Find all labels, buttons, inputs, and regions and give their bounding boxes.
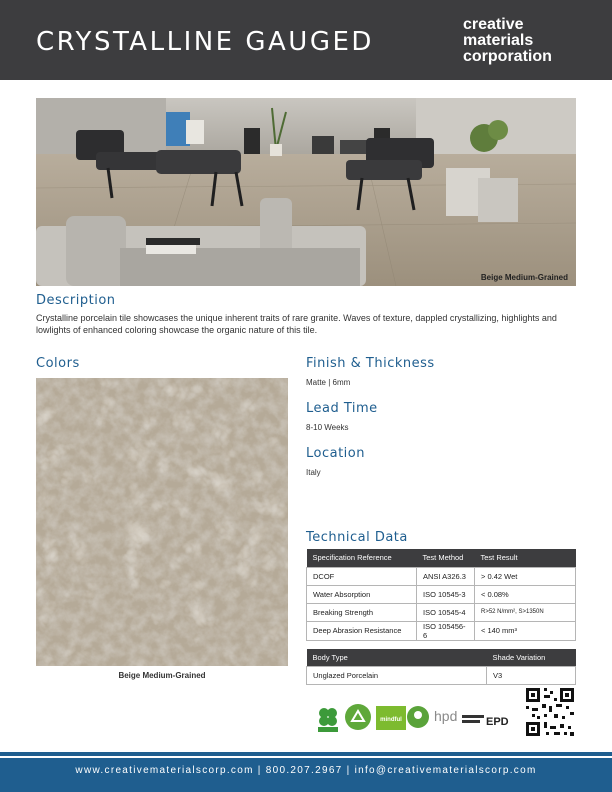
result-cell: > 0.42 Wet <box>475 567 576 585</box>
footer-contact-text[interactable]: www.creativematerialscorp.com | 800.207.2967 | info@creativematerialscorp.com <box>75 765 537 776</box>
colors-heading: Colors <box>36 356 80 371</box>
product-title: CRYSTALLINE GAUGED <box>36 27 374 57</box>
certification-logos <box>314 703 520 733</box>
col-shade-variation: Shade Variation <box>487 649 576 666</box>
epd-label: EPD <box>486 716 509 728</box>
mindful-label: mindful <box>380 717 402 723</box>
granite-texture <box>36 378 288 666</box>
col-test-result: Test Result <box>475 549 576 567</box>
swatch-caption: Beige Medium-Grained <box>118 671 206 680</box>
clover-icon <box>318 708 338 732</box>
footer-bar <box>0 758 612 792</box>
room-scene-illustration <box>36 98 576 286</box>
finish-heading: Finish & Thickness <box>306 356 435 371</box>
location-value: Italy <box>306 468 321 477</box>
result-cell: R>52 N/mm², S>1350N <box>475 603 576 621</box>
table-row <box>307 666 576 684</box>
body-type-cell: Unglazed Porcelain <box>307 666 487 684</box>
epd-icon <box>462 715 509 728</box>
table-header-row <box>307 649 576 666</box>
table-row <box>307 567 576 585</box>
method-cell: ISO 10545-3 <box>417 585 475 603</box>
col-spec-reference: Specification Reference <box>307 549 417 567</box>
shade-variation-cell: V3 <box>487 666 576 684</box>
green-seal-icon <box>407 706 429 728</box>
lead-time-value: 8-10 Weeks <box>306 423 349 432</box>
company-logo <box>463 17 593 65</box>
mindful-badge-icon <box>376 706 406 730</box>
lead-time-heading: Lead Time <box>306 401 378 416</box>
header-bar <box>0 0 612 80</box>
spec-cell: Water Absorption <box>307 585 417 603</box>
result-cell: < 0.08% <box>475 585 576 603</box>
spec-cell: DCOF <box>307 567 417 585</box>
method-cell: ISO 105456-6 <box>417 621 475 640</box>
footer-accent-line <box>0 752 612 756</box>
recycle-icon <box>345 704 371 730</box>
method-cell: ANSI A326.3 <box>417 567 475 585</box>
description-text: Crystalline porcelain tile showcases the unique inherent traits of rare granite. Waves of texture, dappled crystallizing, highlights and lowlights of enhanced coloring showcase the organic nature of this tile. <box>36 313 557 335</box>
hero-caption: Beige Medium-Grained <box>480 273 568 282</box>
table-row <box>307 585 576 603</box>
table-row <box>307 621 576 640</box>
col-test-method: Test Method <box>417 549 475 567</box>
table-header-row <box>307 549 576 567</box>
finish-value: Matte | 6mm <box>306 378 351 387</box>
hero-room-image <box>36 98 576 286</box>
table-row <box>307 603 576 621</box>
qr-code-icon[interactable] <box>524 686 576 738</box>
hpd-label: hpd <box>434 708 458 724</box>
method-cell: ISO 10545-4 <box>417 603 475 621</box>
spec-cell: Deep Abrasion Resistance <box>307 621 417 640</box>
body-type-table <box>306 649 576 685</box>
technical-data-table <box>306 549 576 641</box>
tile-swatch-image <box>36 378 288 666</box>
col-body-type: Body Type <box>307 649 487 666</box>
logo-line-3: corporation <box>463 48 552 65</box>
logo-line-2: materials <box>463 32 534 49</box>
hpd-icon <box>434 708 457 724</box>
logo-line-1: creative <box>463 16 524 33</box>
location-heading: Location <box>306 446 365 461</box>
technical-data-heading: Technical Data <box>306 530 408 545</box>
result-cell: < 140 mm³ <box>475 621 576 640</box>
description-heading: Description <box>36 293 116 308</box>
spec-cell: Breaking Strength <box>307 603 417 621</box>
